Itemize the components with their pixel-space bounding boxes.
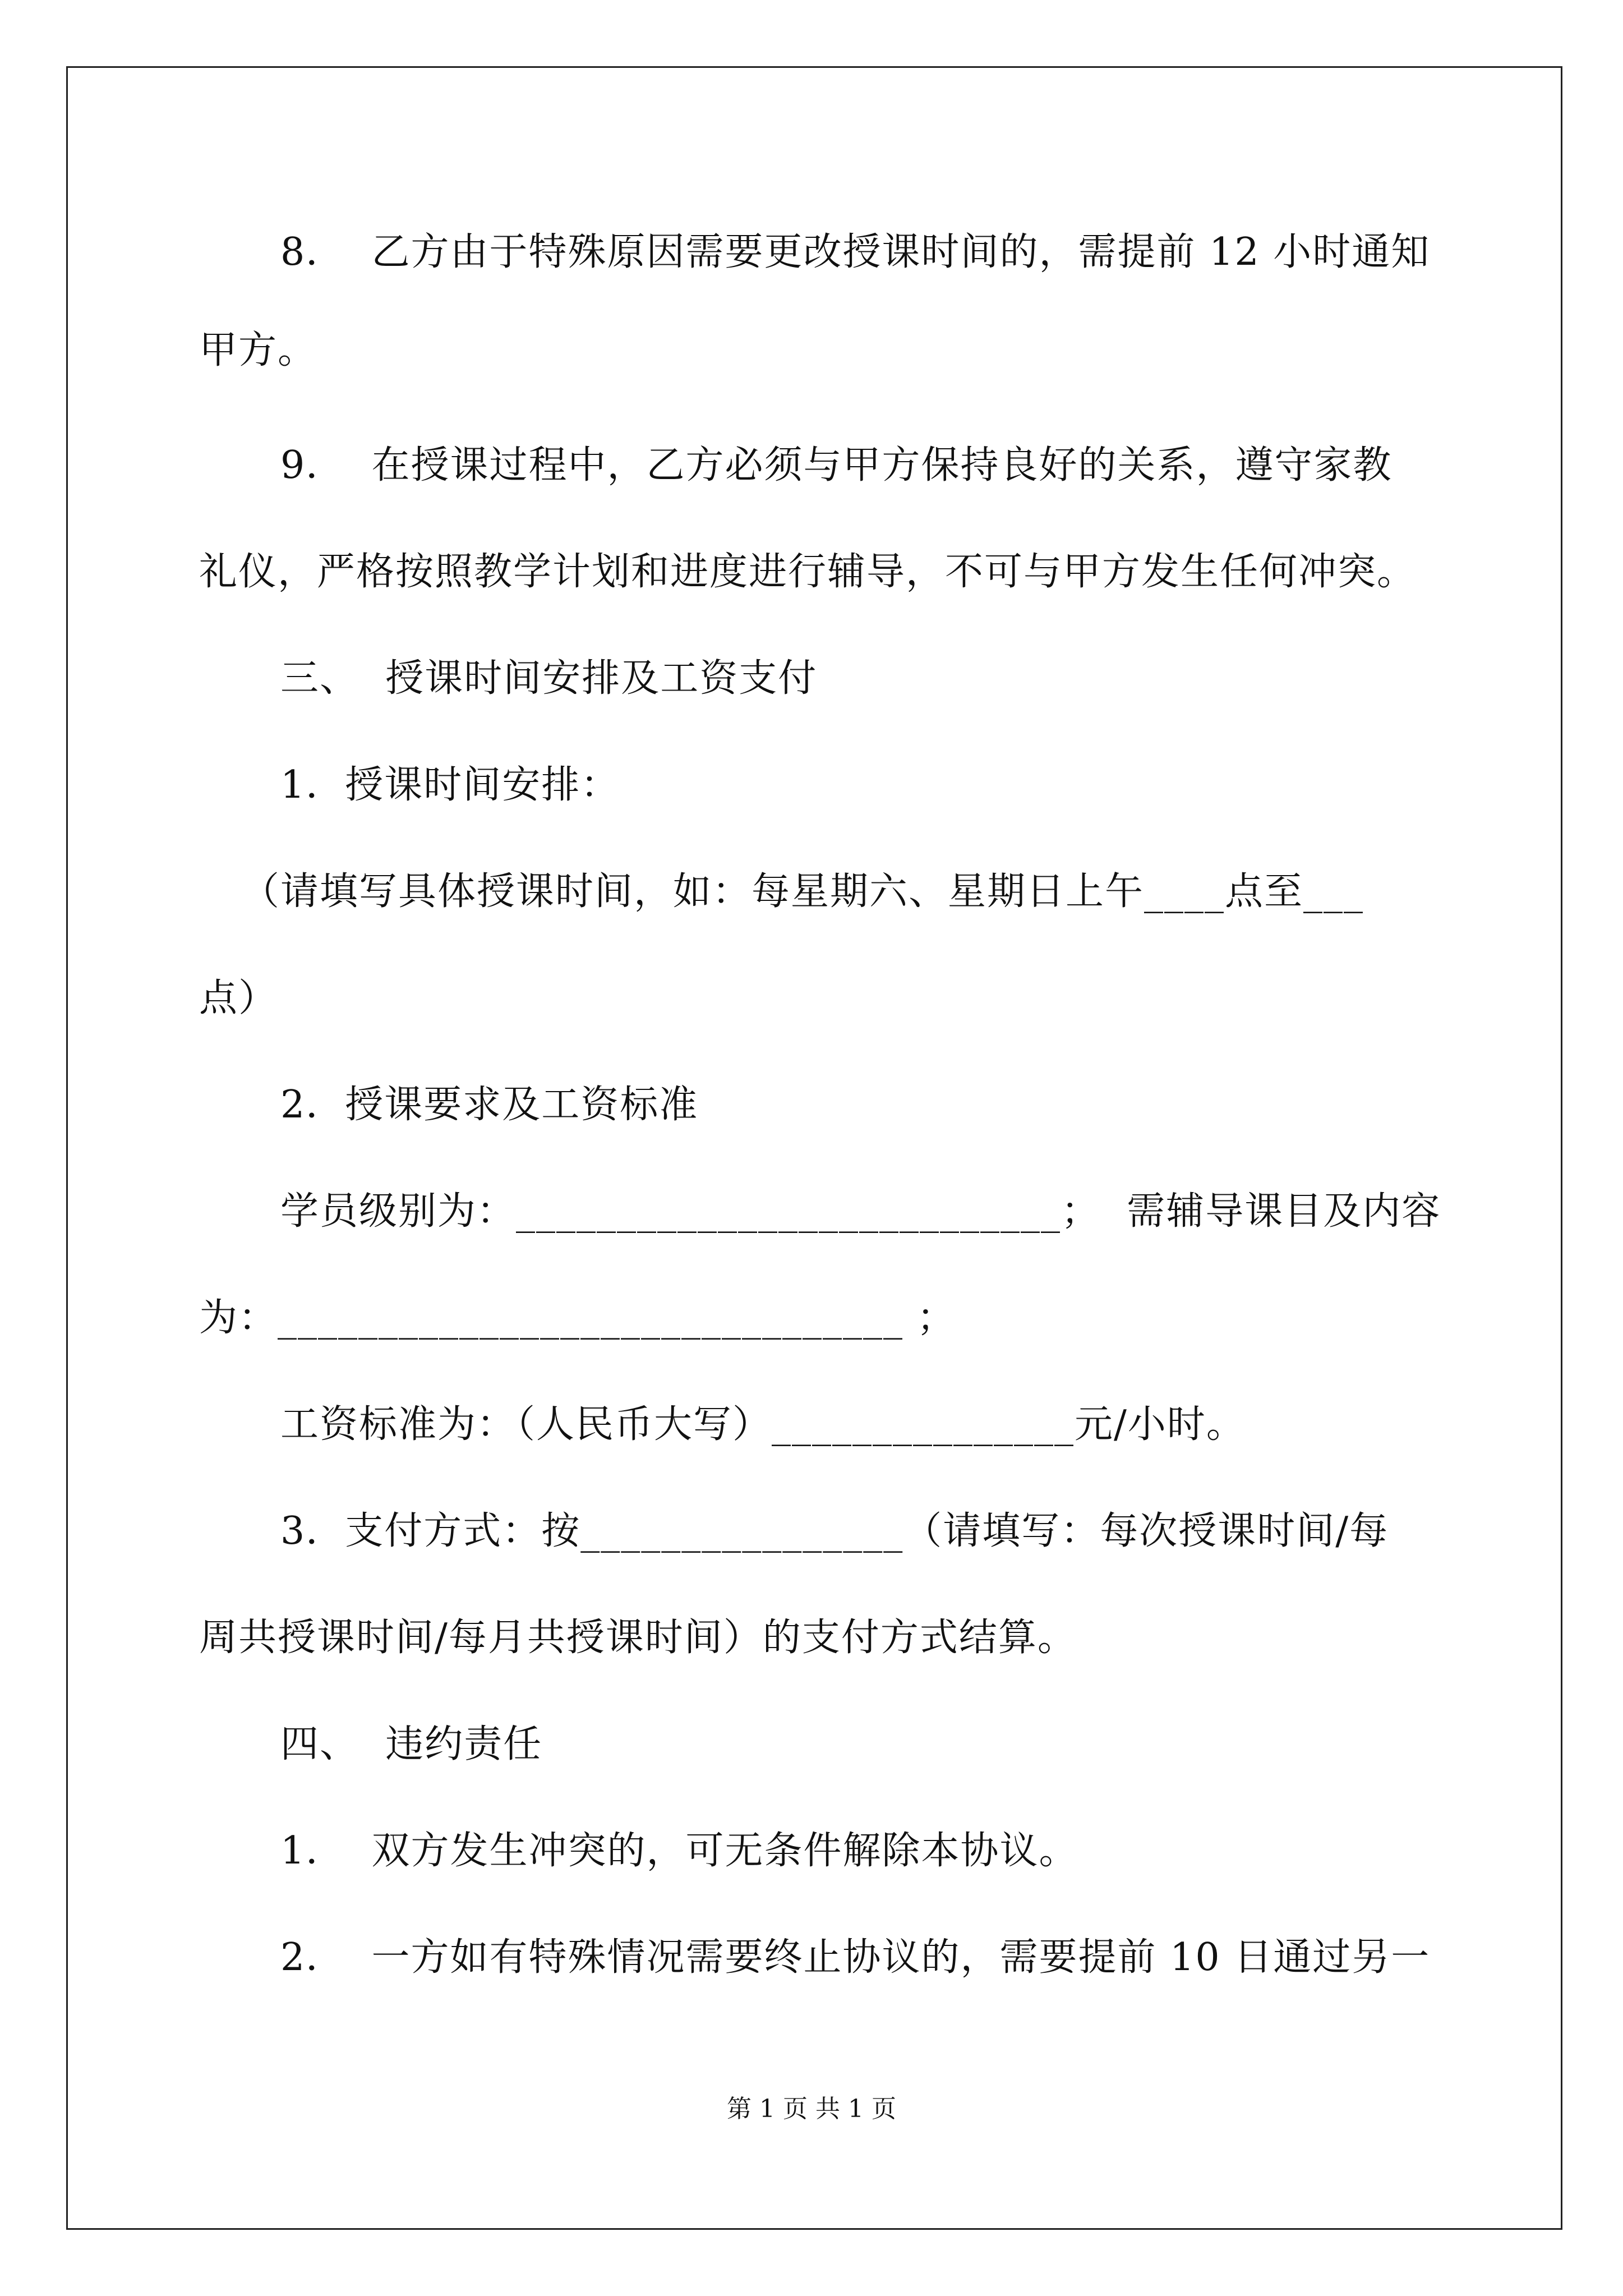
section-4-heading: 四、 违约责任 xyxy=(280,1722,543,1766)
student-level-line: 学员级别为：___________________________； 需辅导课目及内容 xyxy=(280,1189,1441,1234)
clause-8-line-1: 8． 乙方由于特殊原因需要更改授课时间的，需提前 12 小时通知 xyxy=(280,230,1431,274)
payment-method-line-2: 周共授课时间/每月共授课时间）的支付方式结算。 xyxy=(199,1616,1077,1660)
clause-8-line-2: 甲方。 xyxy=(199,328,317,372)
liability-item-2: 2． 一方如有特殊情况需要终止协议的，需要提前 10 日通过另一 xyxy=(280,1935,1431,1980)
schedule-instruction-line-1: （请填写具体授课时间，如：每星期六、星期日上午____点至___ xyxy=(241,869,1364,914)
salary-standard-line: 工资标准为：（人民币大写）_______________元/小时。 xyxy=(280,1402,1246,1447)
item-schedule-label: 1．授课时间安排： xyxy=(280,763,620,807)
item-requirements-label: 2．授课要求及工资标准 xyxy=(280,1083,699,1127)
page-border xyxy=(66,66,1562,2230)
schedule-instruction-line-2: 点） xyxy=(199,976,278,1020)
liability-item-1: 1． 双方发生冲突的，可无条件解除本协议。 xyxy=(280,1829,1078,1873)
subject-content-line: 为：_______________________________ ； xyxy=(199,1296,956,1340)
page-footer: 第 1 页 共 1 页 xyxy=(727,2095,896,2123)
clause-9-line-2: 礼仪，严格按照教学计划和进度进行辅导，不可与甲方发生任何冲突。 xyxy=(199,550,1417,594)
payment-method-line-1: 3．支付方式：按________________（请填写：每次授课时间/每 xyxy=(280,1509,1389,1553)
clause-9-line-1: 9． 在授课过程中，乙方必须与甲方保持良好的关系，遵守家教 xyxy=(280,443,1393,487)
section-3-heading: 三、 授课时间安排及工资支付 xyxy=(280,656,818,701)
